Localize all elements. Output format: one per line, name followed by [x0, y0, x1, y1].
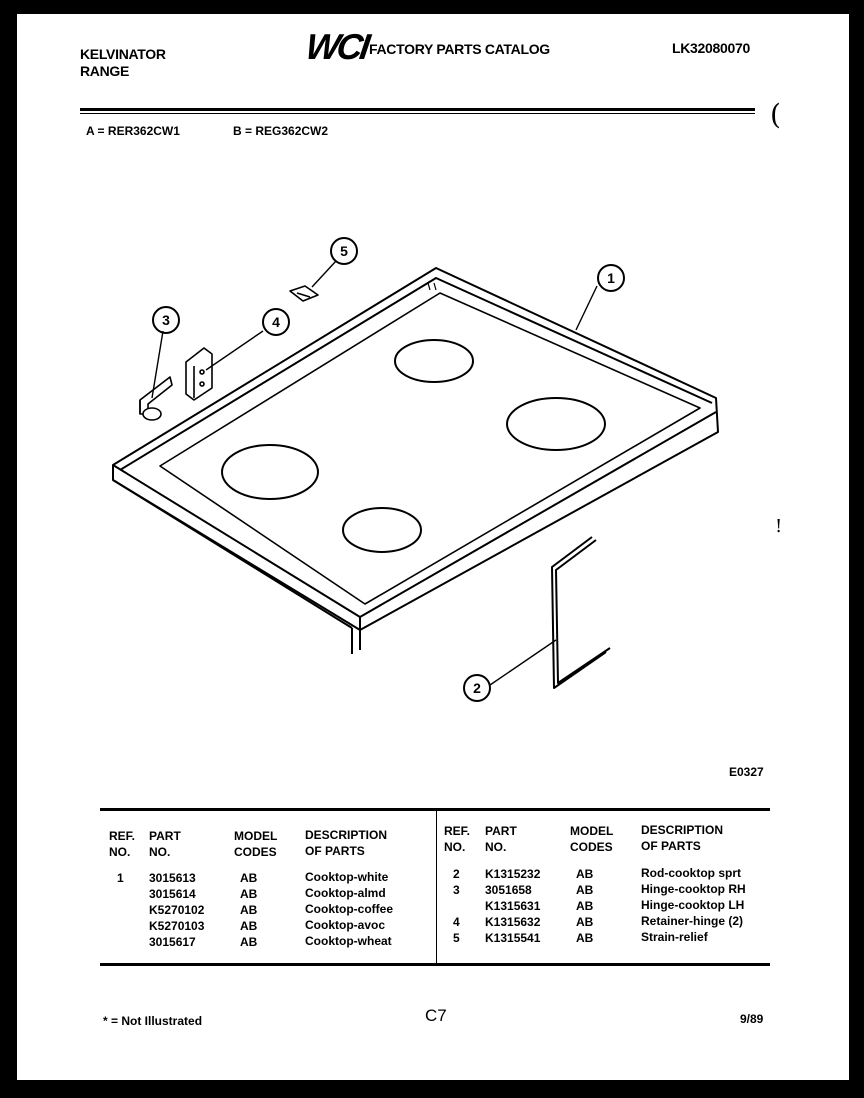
right-part-column: K1315232 3051658 K1315631 K1315632 K1315541 [485, 867, 541, 945]
table-cell: AB [576, 867, 594, 881]
right-header-part: PART NO. [485, 824, 517, 854]
strain-relief-part [290, 286, 318, 301]
table-cell: 3015613 [149, 871, 196, 885]
left-header-desc: DESCRIPTION OF PARTS [305, 828, 388, 858]
left-desc-column: Cooktop-white Cooktop-almd Cooktop-coffee Cooktop-avoc Cooktop-wheat [305, 870, 393, 948]
table-cell: K1315232 [485, 867, 541, 881]
left-header-ref: REF. NO. [109, 829, 136, 859]
callout-label-3: 3 [162, 312, 170, 328]
callout-label-1: 1 [607, 270, 615, 286]
left-header-part: PART NO. [149, 829, 181, 859]
leader-5 [312, 261, 336, 287]
page-number: C7 [425, 1006, 447, 1025]
revision-date: 9/89 [740, 1012, 764, 1026]
table-cell: 2 [453, 867, 460, 881]
left-ref-column [117, 870, 124, 950]
right-ref-column: 2 3 4 5 [453, 867, 460, 945]
left-header-model: MODEL CODES [234, 829, 278, 859]
product-name: RANGE [80, 63, 130, 79]
leader-1 [576, 286, 597, 330]
retainer-part [186, 348, 212, 400]
model-a: A = RER362CW1 [86, 124, 180, 138]
right-desc-column: Rod-cooktop sprt Hinge-cooktop RH Hinge-cooktop LH Retainer-hinge (2) Strain-relief [641, 866, 746, 944]
catalog-number: LK32080070 [672, 40, 750, 56]
right-header-model: MODEL CODES [570, 824, 614, 854]
support-rod-part [552, 537, 610, 688]
table-cell: Rod-cooktop sprt [641, 866, 741, 880]
cooktop-panel [113, 268, 718, 654]
model-b: B = REG362CW2 [233, 124, 329, 138]
callout-label-2: 2 [473, 680, 481, 696]
left-part-column: 3015613 3015614 K5270102 K5270103 3015617 [149, 871, 205, 949]
right-model-column: AB AB AB AB AB [576, 867, 594, 945]
margin-tick: ! [775, 516, 783, 537]
wci-logo: WCI [303, 26, 370, 67]
catalog-title: FACTORY PARTS CATALOG [369, 41, 550, 57]
table-cell: 1 [117, 871, 124, 885]
leader-2 [490, 640, 556, 685]
binding-mark: ( [770, 98, 781, 131]
leader-4 [206, 331, 263, 370]
table-divider [436, 811, 437, 963]
hinge-part [140, 377, 172, 420]
right-header-ref: REF. NO. [444, 824, 471, 854]
callout-label-5: 5 [340, 243, 348, 259]
table-cell: AB [240, 871, 258, 885]
figure-code: E0327 [729, 765, 764, 779]
table-cell: Cooktop-white [305, 870, 389, 884]
right-header-desc: DESCRIPTION OF PARTS [641, 823, 724, 853]
left-model-column: AB AB AB AB AB [240, 871, 258, 949]
table-top-rule [100, 808, 770, 811]
not-illustrated-note: * = Not Illustrated [103, 1014, 203, 1028]
brand-name: KELVINATOR [80, 46, 166, 62]
callout-label-4: 4 [272, 314, 280, 330]
table-bottom-rule [100, 963, 770, 966]
